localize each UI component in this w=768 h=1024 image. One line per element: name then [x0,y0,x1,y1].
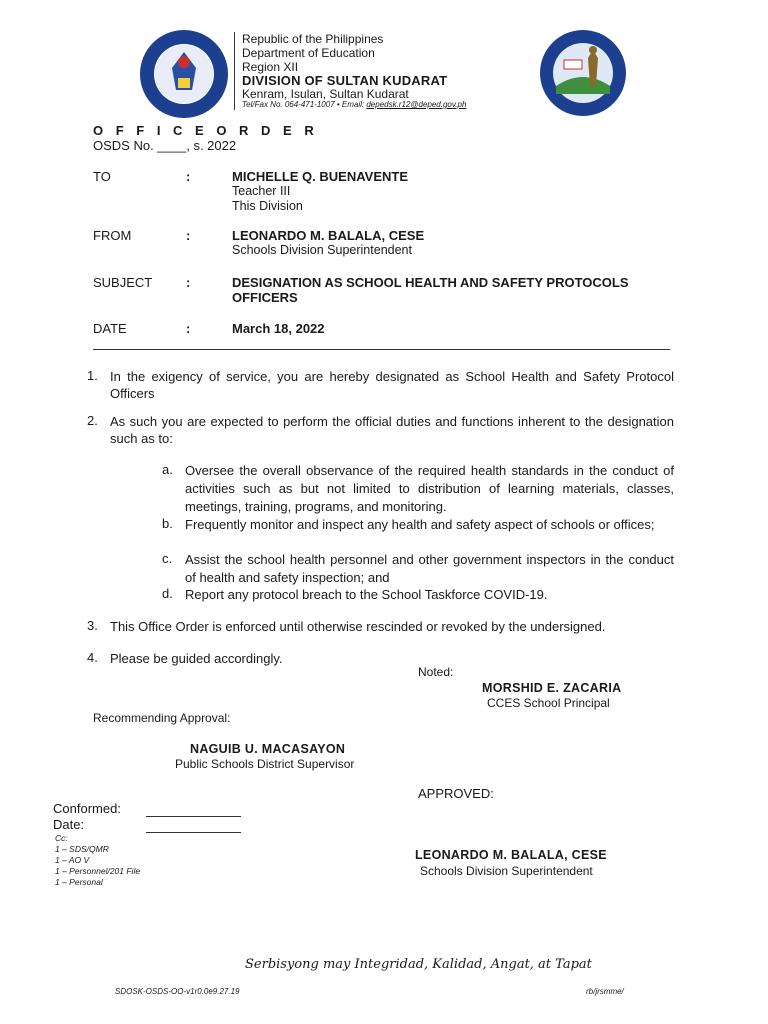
cc-item: 1 – SDS/QMR [55,844,109,854]
to-label: TO [93,169,111,184]
subject-colon: : [186,275,191,290]
noted-title: CCES School Principal [487,696,610,710]
header-email-link[interactable]: depedsk.r12@deped.gov.ph [366,100,467,109]
header-division: DIVISION OF SULTAN KUDARAT [242,73,448,88]
division-seal-right [538,28,628,118]
to-name: MICHELLE Q. BUENAVENTE [232,169,408,184]
from-name: LEONARDO M. BALALA, CESE [232,228,425,243]
header-divider [234,32,235,110]
approved-name: LEONARDO M. BALALA, CESE [415,848,607,862]
noted-name: MORSHID E. ZACARIA [482,681,622,695]
subject-label: SUBJECT [93,275,153,290]
noted-label: Noted: [418,665,454,679]
sub-item-a: Oversee the overall observance of the required health standards in the conduct of activities such as but not limited to distribution of learning materials, classes, meetings, training, programs, and monitoring. [185,463,674,514]
paragraph-4: Please be guided accordingly. [110,651,283,666]
approved-title: Schools Division Superintendent [420,864,593,878]
recommending-name: NAGUIB U. MACASAYON [190,742,346,756]
sub-letter-b: b. [162,516,173,531]
date-colon: : [186,321,191,336]
from-colon: : [186,228,191,243]
header-department: Department of Education [242,46,375,60]
date-value: March 18, 2022 [232,321,325,336]
item-number-1: 1. [87,368,98,383]
to-colon: : [186,169,191,184]
date-label: DATE [93,321,127,336]
conformed-signature-line [146,802,241,817]
footer-initials: rb/jrsmme/ [586,987,624,996]
sub-letter-d: d. [162,586,173,601]
conformed-date-line [146,818,241,833]
cc-item: 1 – Personnel/201 File [55,866,141,876]
sub-item-b: Frequently monitor and inspect any health and safety aspect of schools or offices; [185,517,655,532]
header-address: Kenram, Isulan, Sultan Kudarat [242,87,409,101]
header-region: Region XII [242,60,299,74]
deped-seal-left [138,28,230,120]
recommending-label: Recommending Approval: [93,711,231,725]
header-separator [93,349,670,350]
approved-label: APPROVED: [418,786,494,801]
paragraph-1: In the exigency of service, you are hereby designated as School Health and Safety Protocol Officers [110,369,674,401]
footer-document-code: SDOSK-OSDS-OO-v1r0.0e9.27.19 [115,987,240,996]
item-number-2: 2. [87,413,98,428]
conformed-date-label: Date: [53,817,85,832]
from-position: Schools Division Superintendent [232,243,412,257]
item-number-3: 3. [87,618,98,633]
osds-number: OSDS No. ____, s. 2022 [93,138,237,153]
footer-motto: Serbisyong may Integridad, Kalidad, Angat, at Tapat [245,957,592,972]
cc-label: Cc: [55,833,68,843]
paragraph-2: As such you are expected to perform the official duties and functions inherent to the designation such as to: [110,414,674,446]
paragraph-3: This Office Order is enforced until otherwise rescinded or revoked by the undersigned. [110,619,606,634]
to-position: Teacher III [232,184,291,198]
recommending-title: Public Schools District Supervisor [175,757,355,771]
cc-item: 1 – AO V [55,855,90,865]
subject-line-2: OFFICERS [232,290,298,305]
office-order-title: O F F I C E O R D E R [93,123,319,138]
sub-letter-a: a. [162,462,173,477]
sub-letter-c: c. [162,551,173,566]
header-contact-prefix: Tel/Fax No. 064-471-1007 • Email: [242,100,367,109]
sub-item-c: Assist the school health personnel and other government inspectors in the conduct of health and safety inspection; and [185,552,674,585]
subject-line-1: DESIGNATION AS SCHOOL HEALTH AND SAFETY PROTOCOLS [232,275,629,290]
item-number-4: 4. [87,650,98,665]
conformed-label: Conformed: [53,801,121,816]
header-contact [242,100,466,109]
header-republic: Republic of the Philippines [242,32,384,46]
from-label: FROM [93,228,132,243]
cc-item: 1 – Personal [55,877,103,887]
sub-item-d: Report any protocol breach to the School Taskforce COVID-19. [185,587,548,602]
to-office: This Division [232,199,303,213]
